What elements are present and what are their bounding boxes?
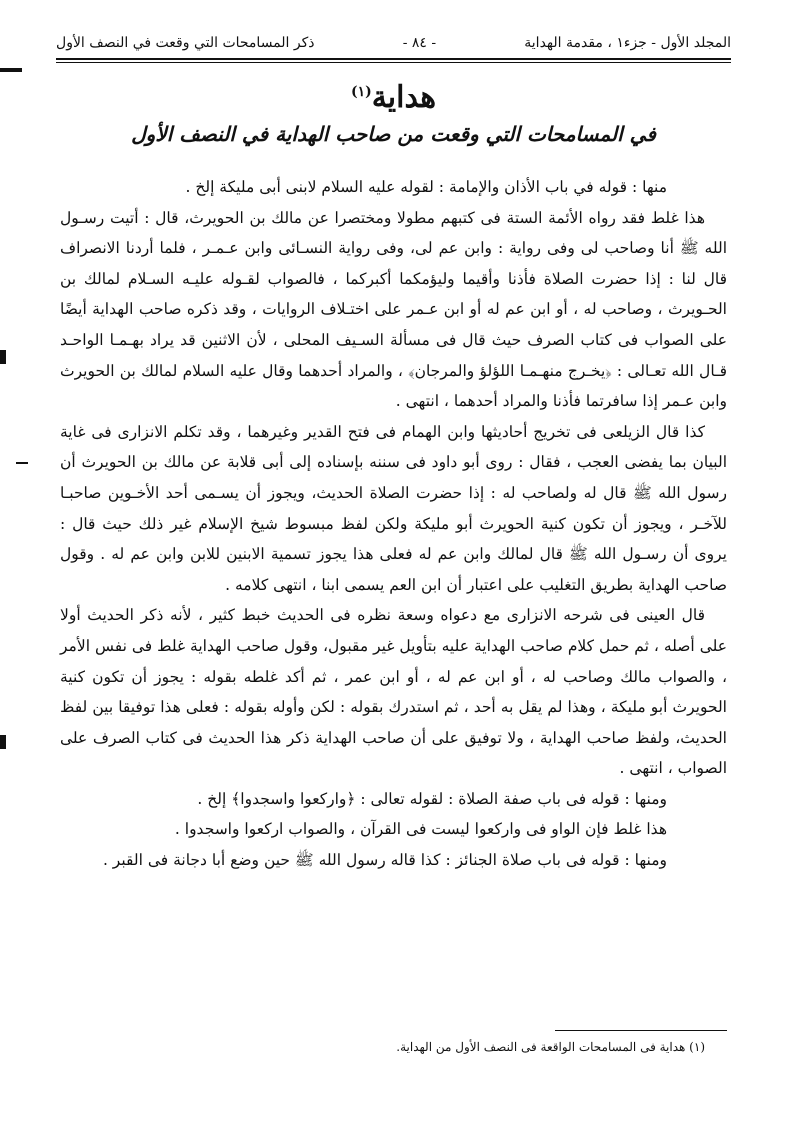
- title-text: هداية: [371, 80, 437, 115]
- page-title: [56, 80, 731, 115]
- header-rule-thin: [56, 62, 731, 63]
- header-section: ذكر المسامحات التي وقعت في النصف الأول: [56, 35, 315, 51]
- paragraph: هذا غلط فإن الواو فى واركعوا ليست فى القرآن ، والصواب اركعوا واسجدوا .: [174, 820, 667, 839]
- footnote: (١) هداية فى المسامحات الواقعة فى النصف الأول من الهداية.: [396, 1040, 705, 1054]
- header-page-number: - ٨٤ -: [402, 35, 437, 51]
- scan-margin-mark: [0, 735, 6, 749]
- paragraph: هذا غلط فقد رواه الأئمة الستة فى كتبهم مطولا ومختصرا عن مالك بن الحويرث، قال : أتيت رسـول الله ﷺ أنا وصاحب لى وفى رواية : وابن عم لى، وفى رواية النسـائى وابن عـمـر ، فلما أردنا الانصراف قال لنا : إذا حضرت الصلاة فأذنا وأقيما وليؤمكما أكبركما ، فالصواب لقـوله عليـه السـلام لمالك بن الحـويرث ، وصاحب له ، أو ابن عم له أو ابن عـمر على اختـلاف الروايات ، وقد ذكره صاحب الهداية أيضًا على الصواب فى كتاب الصرف حيث قال فى مسألة السـيف المحلى ، لأن الاثنين قد يراد بهـمـا الواحـد قـال الله تعـالى : ﴿يخـرج منهـمـا اللؤلؤ والمرجان﴾ ، والمراد أحدهما وقال عليه السلام لمالك بن الحويرث وابن عـمر إذا سافرتما فأذنا والمراد أحدهما ، انتهى .: [60, 208, 727, 411]
- body-text: [60, 172, 727, 876]
- paragraph: ومنها : قوله فى باب صفة الصلاة : لقوله تعالى : ﴿واركعوا واسجدوا﴾ إلخ .: [197, 789, 667, 808]
- title-footnote-mark: (١): [350, 84, 372, 100]
- scan-margin-mark: [16, 462, 28, 464]
- running-header: [56, 30, 731, 56]
- paragraph: ومنها : قوله فى باب صلاة الجنائز : كذا قاله رسول الله ﷺ حين وضع أبا دجانة فى القبر .: [102, 851, 667, 870]
- paragraph: منها : قوله في باب الأذان والإمامة : لقوله عليه السلام لابنى أبى مليكة إلخ .: [185, 178, 667, 196]
- scan-margin-mark: [0, 350, 6, 364]
- paragraph: قال العينى فى شرحه الانزارى مع دعواه وسعة نظره فى الحديث خبط كثير ، لأنه ذكر الحديث أولا على أصله ، ثم حمل كلام صاحب الهداية عليه بتأويل غير مقبول، وقول صاحب الهداية غلط فى نفس الأمر ، والصواب مالك وصاحب له ، أو ابن عم له ، أو ابن عمر ، ثم أكد غلطه بقوله : يجوز أن تكون كنية الحويرث أبو مليكة ، وهذا لم يقل به أحد ، ثم استدرك بقوله : لكن وأوله بقوله : فعلى هذا توفيقا بين لفظ الحديث، ولفظ صاحب الهداية ، ولا توفيق على أن صاحب الهداية ذكر هذا الحديث فى كتاب الصرف على الصواب ، انتهى .: [60, 606, 727, 778]
- header-rule-thick: [56, 58, 731, 60]
- scan-margin-mark: [0, 68, 22, 72]
- page-subtitle: في المسامحات التي وقعت من صاحب الهداية في النصف الأول: [131, 122, 656, 146]
- footnote-rule: [555, 1030, 727, 1031]
- header-volume: المجلد الأول - جزء١ ، مقدمة الهداية: [524, 35, 731, 51]
- paragraph: كذا قال الزيلعى فى تخريج أحاديثها وابن الهمام فى فتح القدير وغيرهما ، وقد تكلم الانزارى فى غاية البيان بما يفضى العجب ، فقال : روى أبو داود فى سننه بإسناده إلى أبى قلابة عن مالك بن الحويرث أن رسول الله ﷺ قال له ولصاحب له : إذا حضرت الصلاة الحديث، ويجوز أن يسـمى أحد الأخـوين صاحبـا للآخـر ، ويجوز أن تكون كنية الحويرث أبو مليكة ولكن لفظ مبسوط شيخ الإسلام غير ذلك حيث قال : يروى أن رسـول الله ﷺ قال لمالك وابن عم له فعلى هذا يجوز تسمية الابنين للابن وابن عم له . وقول صاحب الهداية بطريق التغليب على اعتبار أن ابن العم يسمى ابنا ، انتهى كلامه .: [60, 422, 727, 594]
